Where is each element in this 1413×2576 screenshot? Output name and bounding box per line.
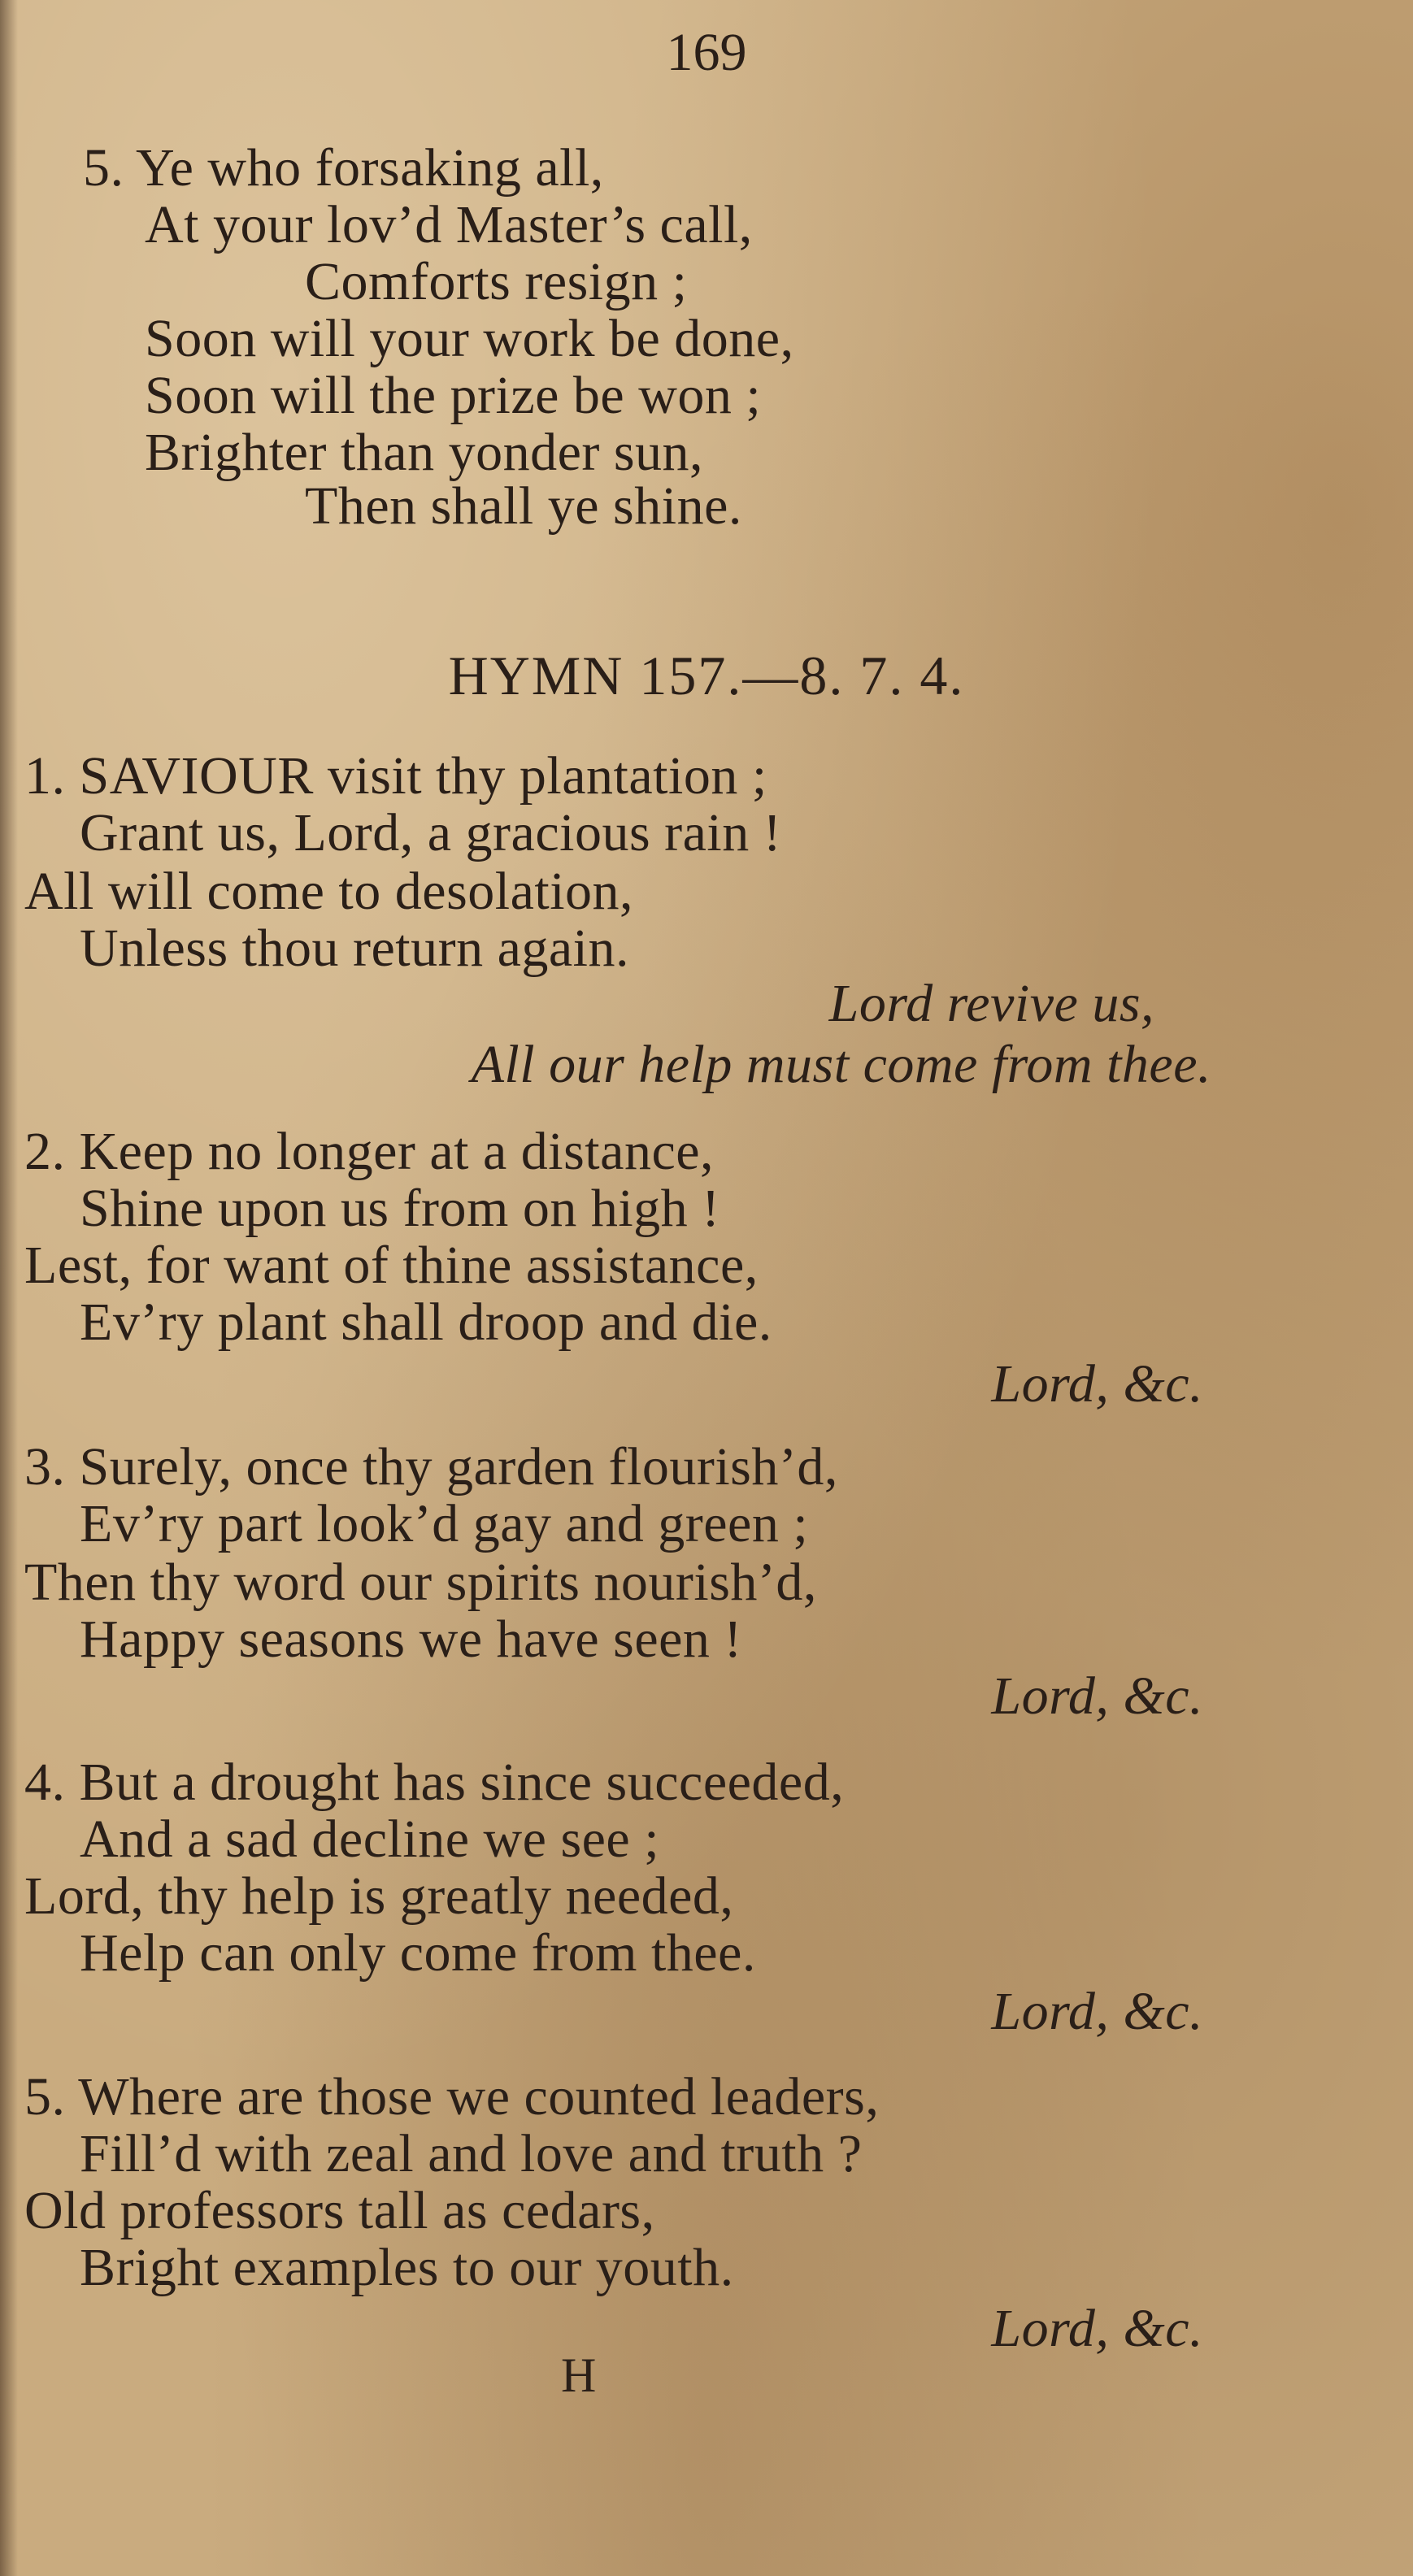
page-edge-shadow [0,0,18,2576]
stanza-1-line-3: All will come to desolation, [24,862,634,921]
prev-stanza-line-2: At your lov’d Master’s call, [145,195,753,254]
signature-mark: H [561,2348,597,2402]
prev-stanza-line-6: Brighter than yonder sun, [145,423,704,482]
stanza-3-line-1: 3. Surely, once thy garden flourish’d, [24,1437,838,1497]
stanza-5-line-4: Bright examples to our youth. [80,2238,734,2297]
stanza-4-line-1: 4. But a drought has since succeeded, [24,1753,845,1812]
prev-stanza-line-7: Then shall ye shine. [305,476,742,536]
prev-stanza-line-1: 5. Ye who forsaking all, [83,138,604,198]
stanza-1-line-2: Grant us, Lord, a gracious rain ! [80,803,782,862]
stanza-3-refrain: Lord, &c. [991,1666,1203,1726]
stanza-1-line-1: 1. SAVIOUR visit thy plantation ; [24,746,767,806]
stanza-5-refrain: Lord, &c. [991,2299,1203,2358]
stanza-5-line-3: Old professors tall as cedars, [24,2181,655,2240]
prev-stanza-line-3: Comforts resign ; [305,252,688,311]
stanza-3-line-3: Then thy word our spirits nourish’d, [24,1553,817,1612]
stanza-2-line-4: Ev’ry plant shall droop and die. [80,1292,772,1352]
hymn-title: HYMN 157.—8. 7. 4. [448,645,965,706]
stanza-3-line-2: Ev’ry part look’d gay and green ; [80,1494,809,1553]
stanza-5-line-1: 5. Where are those we counted leaders, [24,2067,880,2126]
stanza-4-line-4: Help can only come from thee. [80,1923,756,1983]
stanza-2-refrain: Lord, &c. [991,1354,1203,1414]
stanza-2-line-2: Shine upon us from on high ! [80,1179,720,1238]
stanza-1-refrain-2: All our help must come from thee. [471,1035,1211,1094]
stanza-4-line-3: Lord, thy help is greatly needed, [24,1866,734,1926]
prev-stanza-line-4: Soon will your work be done, [145,309,794,368]
prev-stanza-line-5: Soon will the prize be won ; [145,366,762,425]
stanza-4-refrain: Lord, &c. [991,1982,1203,2041]
stanza-4-line-2: And a sad decline we see ; [80,1809,660,1869]
page-number: 169 [666,23,747,82]
stanza-2-line-3: Lest, for want of thine assistance, [24,1236,759,1295]
stanza-2-line-1: 2. Keep no longer at a distance, [24,1122,715,1181]
stanza-1-line-4: Unless thou return again. [80,919,630,978]
stanza-5-line-2: Fill’d with zeal and love and truth ? [80,2124,863,2183]
stanza-3-line-4: Happy seasons we have seen ! [80,1609,742,1669]
stanza-1-refrain-1: Lord revive us, [828,974,1154,1033]
